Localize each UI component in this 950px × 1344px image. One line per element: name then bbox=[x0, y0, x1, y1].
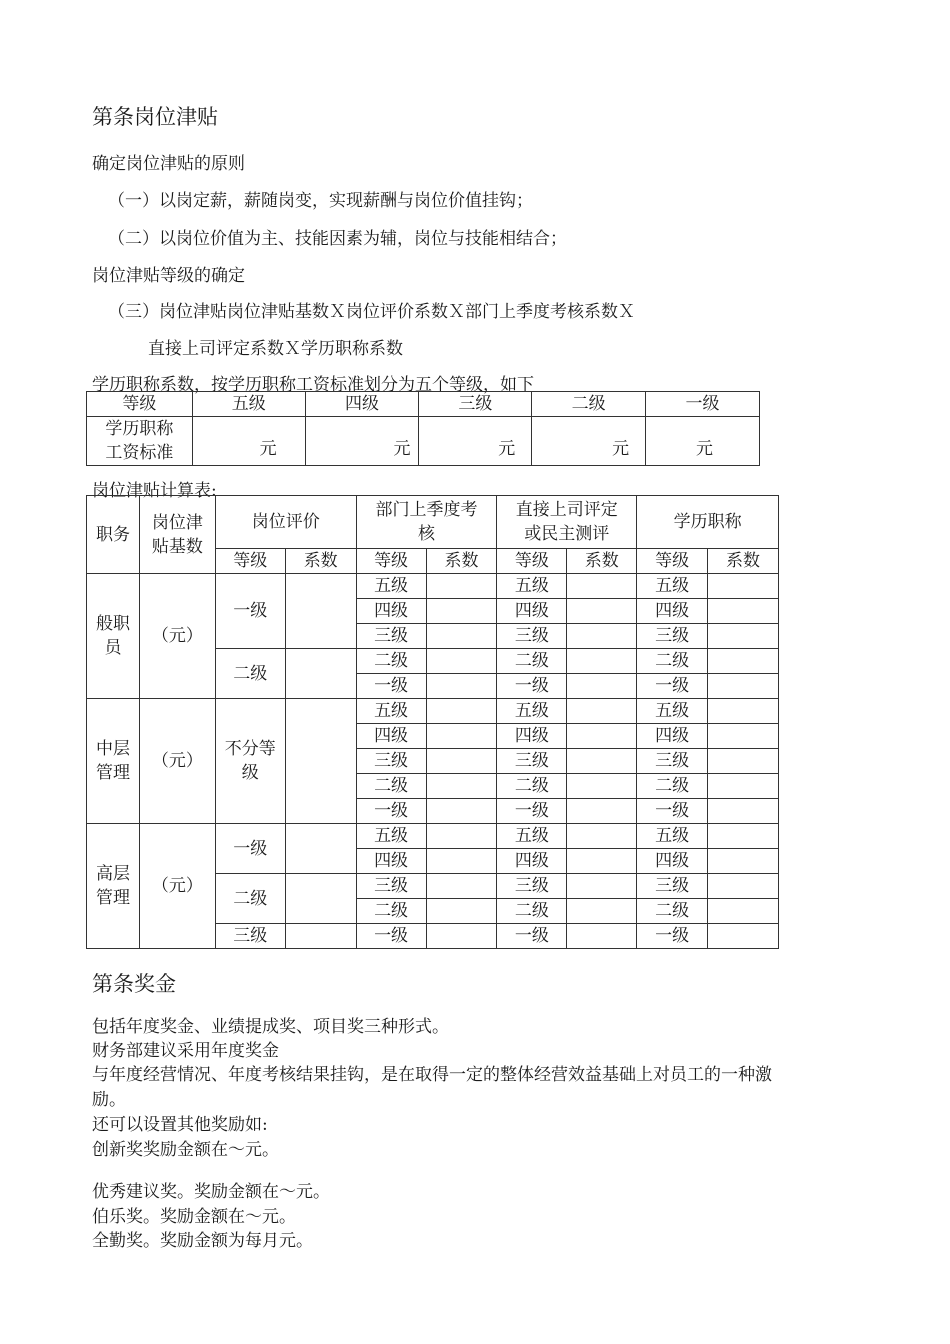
value-cell: 元 bbox=[419, 417, 532, 466]
level-cell: 五级 bbox=[497, 824, 567, 849]
coef-cell bbox=[426, 849, 497, 874]
eval-coef-cell bbox=[285, 924, 356, 949]
level-cell: 二级 bbox=[356, 649, 426, 674]
level-cell: 四级 bbox=[356, 724, 426, 749]
section-title: 第条奖金 bbox=[92, 972, 176, 996]
level-cell: 二级 bbox=[637, 899, 708, 924]
coef-cell bbox=[708, 749, 779, 774]
coef-cell bbox=[567, 774, 637, 799]
header-cell: 五级 bbox=[192, 392, 305, 417]
level-cell: 一级 bbox=[356, 799, 426, 824]
coef-cell bbox=[567, 874, 637, 899]
bonus-line: 还可以设置其他奖励如: bbox=[92, 1115, 268, 1135]
level-cell: 三级 bbox=[356, 874, 426, 899]
coef-cell bbox=[708, 649, 779, 674]
table-row bbox=[87, 417, 760, 466]
section-title: 第条岗位津贴 bbox=[92, 105, 218, 129]
principle-heading: 确定岗位津贴的原则 bbox=[92, 154, 245, 174]
value-cell: 元 bbox=[532, 417, 646, 466]
formula-line-1: （三）岗位津贴岗位津贴基数Ｘ岗位评价系数Ｘ部门上季度考核系数Ｘ bbox=[108, 302, 635, 322]
bonus-line: 包括年度奖金、业绩提成奖、项目奖三种形式。 bbox=[92, 1017, 449, 1037]
coef-cell bbox=[708, 724, 779, 749]
level-cell: 一级 bbox=[356, 674, 426, 699]
subheader-coef: 系数 bbox=[285, 549, 356, 574]
coef-cell bbox=[708, 899, 779, 924]
coef-cell bbox=[708, 774, 779, 799]
subheader-coef: 系数 bbox=[567, 549, 637, 574]
coef-cell bbox=[426, 924, 497, 949]
coef-cell bbox=[426, 674, 497, 699]
level-cell: 三级 bbox=[637, 624, 708, 649]
coef-cell bbox=[567, 899, 637, 924]
coef-cell bbox=[567, 674, 637, 699]
level-cell: 三级 bbox=[637, 749, 708, 774]
header-eval: 岗位评价 bbox=[215, 496, 356, 549]
eval-coef-cell bbox=[285, 699, 356, 824]
edu-standard-table bbox=[86, 391, 760, 466]
coef-cell bbox=[567, 724, 637, 749]
subheader-coef: 系数 bbox=[708, 549, 779, 574]
subheader-grade: 等级 bbox=[497, 549, 567, 574]
coef-cell bbox=[708, 799, 779, 824]
bonus-line: 与年度经营情况、年度考核结果挂钩，是在取得一定的整体经营效益基础上对员工的一种激 bbox=[92, 1065, 772, 1085]
level-cell: 五级 bbox=[356, 699, 426, 724]
duty-cell bbox=[87, 824, 140, 949]
level-cell: 一级 bbox=[637, 924, 708, 949]
header-cell: 等级 bbox=[87, 392, 193, 417]
eval-grade-cell: 二级 bbox=[215, 649, 285, 699]
base-cell: （元） bbox=[139, 699, 215, 824]
value-cell: 元 bbox=[192, 417, 305, 466]
level-cell: 三级 bbox=[497, 749, 567, 774]
eval-coef-cell bbox=[285, 574, 356, 649]
level-cell: 一级 bbox=[497, 799, 567, 824]
row-label-line: 学历职称 bbox=[105, 419, 174, 439]
duty-line: 员 bbox=[104, 638, 122, 658]
header-cell: 二级 bbox=[532, 392, 646, 417]
level-cell: 一级 bbox=[497, 924, 567, 949]
coef-cell bbox=[426, 649, 497, 674]
coef-cell bbox=[708, 674, 779, 699]
coef-cell bbox=[567, 849, 637, 874]
header-duty: 职务 bbox=[87, 496, 140, 574]
row-label bbox=[87, 417, 193, 466]
level-cell: 四级 bbox=[497, 849, 567, 874]
duty-cell bbox=[87, 699, 140, 824]
table-row bbox=[87, 392, 760, 417]
header-edu: 学历职称 bbox=[637, 496, 779, 549]
coef-cell bbox=[567, 649, 637, 674]
coef-cell bbox=[426, 724, 497, 749]
header-base-line: 贴基数 bbox=[151, 536, 203, 557]
eval-grade-cell: 二级 bbox=[215, 874, 285, 924]
level-cell: 五级 bbox=[497, 699, 567, 724]
subheader-coef: 系数 bbox=[426, 549, 497, 574]
coef-cell bbox=[708, 699, 779, 724]
bonus-line: 励。 bbox=[92, 1090, 126, 1110]
coef-cell bbox=[426, 599, 497, 624]
table-row bbox=[87, 496, 779, 549]
level-cell: 二级 bbox=[497, 774, 567, 799]
duty-line: 中层 bbox=[95, 739, 130, 759]
duty-line: 般职 bbox=[95, 614, 130, 634]
eval-line: 不分等 bbox=[224, 739, 276, 759]
level-cell: 四级 bbox=[356, 849, 426, 874]
header-boss-line: 或民主测评 bbox=[524, 524, 610, 544]
coef-cell bbox=[567, 699, 637, 724]
formula-line-2: 直接上司评定系数Ｘ学历职称系数 bbox=[148, 339, 403, 359]
calc-table-caption: 岗位津贴计算表: bbox=[92, 481, 217, 501]
coef-cell bbox=[426, 899, 497, 924]
level-cell: 一级 bbox=[637, 799, 708, 824]
level-cell: 五级 bbox=[497, 574, 567, 599]
coef-cell bbox=[567, 924, 637, 949]
grade-heading: 岗位津贴等级的确定 bbox=[92, 266, 245, 286]
duty-line: 管理 bbox=[95, 888, 130, 908]
level-cell: 三级 bbox=[497, 624, 567, 649]
eval-coef-cell bbox=[285, 824, 356, 874]
level-cell: 三级 bbox=[356, 624, 426, 649]
allowance-calc-table bbox=[86, 495, 779, 949]
coef-cell bbox=[708, 624, 779, 649]
coef-cell bbox=[426, 874, 497, 899]
edu-intro: 学历职称系数，按学历职称工资标准划分为五个等级，如下 bbox=[92, 375, 534, 395]
bonus-line: 财务部建议采用年度奖金 bbox=[92, 1041, 279, 1061]
coef-cell bbox=[567, 749, 637, 774]
subheader-grade: 等级 bbox=[356, 549, 426, 574]
level-cell: 二级 bbox=[356, 774, 426, 799]
coef-cell bbox=[426, 699, 497, 724]
coef-cell bbox=[567, 599, 637, 624]
level-cell: 二级 bbox=[356, 899, 426, 924]
value-cell: 元 bbox=[646, 417, 760, 466]
eval-grade-cell: 三级 bbox=[215, 924, 285, 949]
table-row bbox=[87, 574, 779, 599]
level-cell: 三级 bbox=[356, 749, 426, 774]
coef-cell bbox=[426, 774, 497, 799]
level-cell: 五级 bbox=[637, 824, 708, 849]
level-cell: 五级 bbox=[356, 824, 426, 849]
header-dept bbox=[356, 496, 497, 549]
coef-cell bbox=[567, 824, 637, 849]
row-label-line: 工资标准 bbox=[105, 443, 174, 463]
eval-coef-cell bbox=[285, 874, 356, 924]
coef-cell bbox=[426, 799, 497, 824]
header-boss bbox=[497, 496, 637, 549]
eval-grade-cell: 一级 bbox=[215, 824, 285, 874]
eval-grade-cell bbox=[215, 699, 285, 824]
coef-cell bbox=[426, 624, 497, 649]
level-cell: 一级 bbox=[497, 674, 567, 699]
bonus-line: 全勤奖。奖励金额为每月元。 bbox=[92, 1231, 313, 1251]
coef-cell bbox=[708, 924, 779, 949]
coef-cell bbox=[426, 824, 497, 849]
table-row bbox=[87, 824, 779, 849]
eval-grade-cell: 一级 bbox=[215, 574, 285, 649]
level-cell: 三级 bbox=[497, 874, 567, 899]
principle-item-1: （一）以岗定薪，薪随岗变，实现薪酬与岗位价值挂钩； bbox=[108, 191, 533, 211]
coef-cell bbox=[708, 599, 779, 624]
coef-cell bbox=[567, 624, 637, 649]
header-dept-line: 核 bbox=[418, 524, 435, 544]
principle-item-2: （二）以岗位价值为主、技能因素为辅，岗位与技能相结合； bbox=[108, 229, 567, 249]
level-cell: 一级 bbox=[356, 924, 426, 949]
header-dept-line: 部门上季度考 bbox=[375, 500, 478, 520]
level-cell: 二级 bbox=[497, 899, 567, 924]
header-boss-line: 直接上司评定 bbox=[515, 500, 618, 520]
level-cell: 四级 bbox=[497, 599, 567, 624]
header-base bbox=[139, 496, 215, 574]
coef-cell bbox=[708, 849, 779, 874]
header-base-line: 岗位津 bbox=[151, 512, 203, 533]
level-cell: 五级 bbox=[356, 574, 426, 599]
coef-cell bbox=[567, 574, 637, 599]
bonus-line: 优秀建议奖。奖励金额在〜元。 bbox=[92, 1182, 330, 1202]
coef-cell bbox=[708, 574, 779, 599]
header-cell: 一级 bbox=[646, 392, 760, 417]
subheader-grade: 等级 bbox=[637, 549, 708, 574]
level-cell: 二级 bbox=[637, 649, 708, 674]
coef-cell bbox=[426, 574, 497, 599]
level-cell: 三级 bbox=[637, 874, 708, 899]
duty-line: 管理 bbox=[95, 763, 130, 783]
coef-cell bbox=[426, 749, 497, 774]
level-cell: 五级 bbox=[637, 699, 708, 724]
level-cell: 四级 bbox=[356, 599, 426, 624]
value-cell: 元 bbox=[305, 417, 419, 466]
base-cell: （元） bbox=[139, 574, 215, 699]
coef-cell bbox=[708, 824, 779, 849]
base-cell: （元） bbox=[139, 824, 215, 949]
duty-cell bbox=[87, 574, 140, 699]
level-cell: 五级 bbox=[637, 574, 708, 599]
header-cell: 三级 bbox=[419, 392, 532, 417]
coef-cell bbox=[708, 874, 779, 899]
table-row bbox=[87, 699, 779, 724]
eval-coef-cell bbox=[285, 649, 356, 699]
eval-line: 级 bbox=[241, 763, 259, 783]
header-cell: 四级 bbox=[305, 392, 419, 417]
level-cell: 一级 bbox=[637, 674, 708, 699]
level-cell: 四级 bbox=[497, 724, 567, 749]
bonus-line: 伯乐奖。奖励金额在〜元。 bbox=[92, 1207, 296, 1227]
level-cell: 四级 bbox=[637, 599, 708, 624]
duty-line: 高层 bbox=[95, 864, 130, 884]
level-cell: 二级 bbox=[637, 774, 708, 799]
level-cell: 四级 bbox=[637, 724, 708, 749]
level-cell: 二级 bbox=[497, 649, 567, 674]
level-cell: 四级 bbox=[637, 849, 708, 874]
bonus-line: 创新奖奖励金额在〜元。 bbox=[92, 1140, 279, 1160]
coef-cell bbox=[567, 799, 637, 824]
subheader-grade: 等级 bbox=[215, 549, 285, 574]
